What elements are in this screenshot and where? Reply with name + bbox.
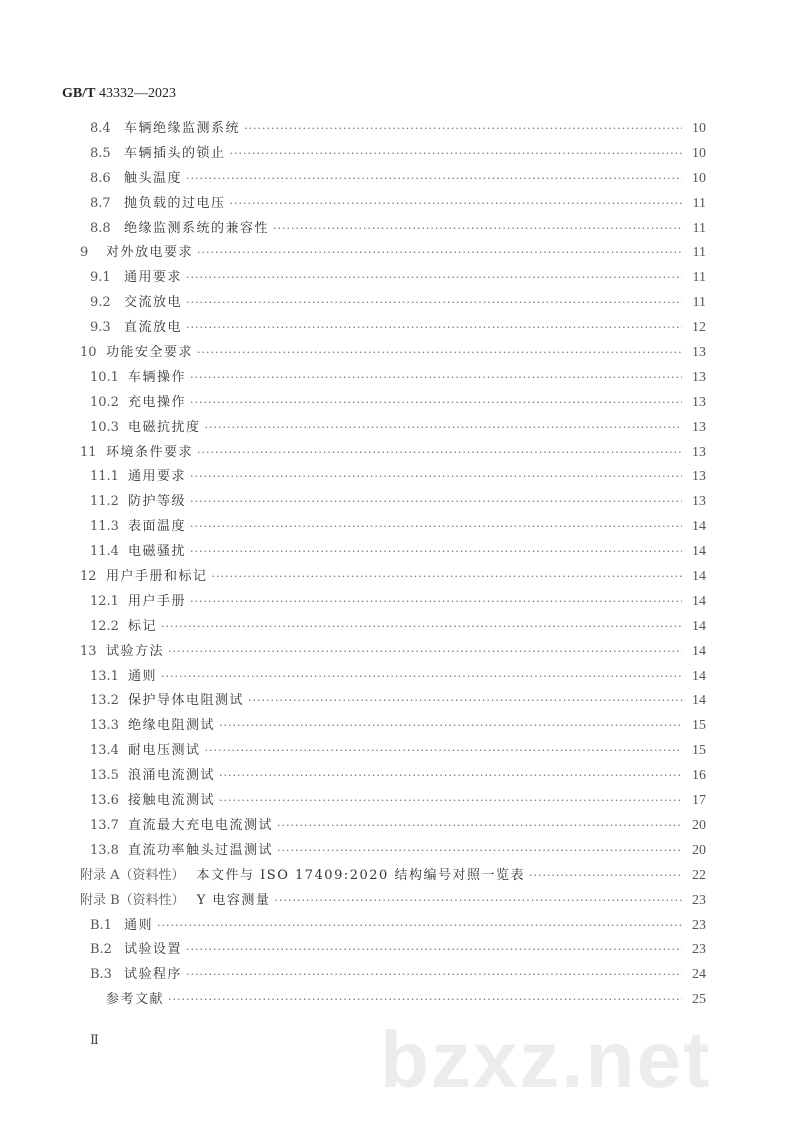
toc-leader-dots (186, 321, 682, 334)
toc-leader-dots (219, 769, 682, 782)
toc-leader-dots (186, 271, 682, 284)
toc-entry-title: 接触电流测试 (128, 793, 216, 809)
toc-leader-dots (197, 446, 682, 459)
toc-leader-dots (186, 943, 682, 956)
toc-entry-number: 8.5 (90, 145, 111, 161)
toc-leader-dots (197, 246, 682, 259)
toc-entry[interactable] (80, 739, 706, 764)
toc-entry-number: B.2 (90, 942, 112, 958)
toc-entry-number: 11.3 (90, 519, 119, 535)
toc-entry[interactable] (80, 938, 706, 963)
toc-leader-dots (190, 545, 682, 558)
toc-entry[interactable] (80, 988, 706, 1013)
toc-entry-page: 14 (692, 519, 706, 535)
toc-entry[interactable] (80, 416, 706, 441)
toc-entry-title: 参考文献 (106, 992, 165, 1008)
toc-entry[interactable] (80, 590, 706, 615)
toc-entry-title: 触头温度 (124, 170, 183, 186)
toc-entry-number: 12 (80, 569, 97, 585)
toc-entry-number: B.3 (90, 967, 112, 983)
toc-entry[interactable] (80, 565, 706, 590)
toc-entry-title: 充电操作 (128, 394, 187, 410)
toc-entry-page: 14 (692, 693, 706, 709)
toc-entry-page: 22 (692, 867, 706, 883)
toc-entry-number: 10 (80, 345, 97, 361)
toc-entry[interactable] (80, 839, 706, 864)
toc-entry-page: 17 (692, 793, 706, 809)
toc-leader-dots (190, 396, 682, 409)
toc-entry-number: 附录 A（资料性） (80, 867, 185, 883)
toc-entry-page: 23 (692, 892, 706, 908)
toc-entry[interactable] (80, 266, 706, 291)
toc-entry-number: 11 (80, 444, 97, 460)
toc-leader-dots (190, 371, 682, 384)
toc-leader-dots (161, 670, 682, 683)
toc-entry-page: 13 (692, 494, 706, 510)
toc-entry-page: 11 (692, 270, 706, 286)
toc-entry-number: 11.4 (90, 544, 119, 560)
toc-entry[interactable] (80, 864, 706, 889)
toc-entry[interactable] (80, 192, 706, 217)
toc-entry-number: 附录 B（资料性） (80, 892, 185, 908)
toc-entry-title: 试验程序 (124, 967, 183, 983)
toc-entry-page: 13 (692, 345, 706, 361)
toc-entry-title: 抛负载的过电压 (124, 195, 226, 211)
toc-entry-page: 13 (692, 469, 706, 485)
toc-entry-number: 8.6 (90, 170, 111, 186)
toc-entry-number: 9.1 (90, 270, 111, 286)
toc-entry-page: 16 (692, 768, 706, 784)
toc-entry-number: 13.3 (90, 718, 119, 734)
toc-entry-page: 12 (692, 320, 706, 336)
toc-entry-page: 25 (692, 992, 706, 1008)
toc-leader-dots (248, 694, 682, 707)
toc-entry-page: 11 (692, 220, 706, 236)
toc-entry-title: 环境条件要求 (106, 444, 194, 460)
toc-leader-dots (277, 819, 682, 832)
toc-entry-page: 14 (692, 593, 706, 609)
toc-entry-title: Y 电容测量 (196, 892, 271, 908)
toc-entry-page: 15 (692, 743, 706, 759)
toc-entry-number: B.1 (90, 917, 112, 933)
toc-entry[interactable] (80, 615, 706, 640)
toc-entry-title: 防护等级 (128, 494, 187, 510)
toc-entry-page: 10 (692, 170, 706, 186)
toc-entry-page: 13 (692, 394, 706, 410)
standard-number: 43332—2023 (98, 86, 176, 101)
toc-entry-number: 13.8 (90, 842, 119, 858)
toc-entry-page: 23 (692, 917, 706, 933)
toc-leader-dots (230, 197, 682, 210)
toc-entry[interactable] (80, 167, 706, 192)
toc-entry-number: 8.8 (90, 220, 111, 236)
toc-leader-dots (186, 172, 682, 185)
toc-entry-page: 13 (692, 369, 706, 385)
toc-leader-dots (277, 844, 682, 857)
toc-entry[interactable] (80, 490, 706, 515)
toc-entry-title: 电磁骚扰 (128, 544, 187, 560)
toc-entry-number: 11.1 (90, 469, 119, 485)
toc-leader-dots (157, 919, 682, 932)
toc-entry[interactable] (80, 714, 706, 739)
toc-leader-dots (186, 296, 682, 309)
toc-leader-dots (230, 147, 682, 160)
toc-entry-title: 通用要求 (128, 469, 187, 485)
table-of-contents (80, 117, 706, 1013)
toc-leader-dots (190, 495, 682, 508)
toc-leader-dots (168, 645, 682, 658)
toc-entry[interactable] (80, 441, 706, 466)
toc-entry-number: 13.5 (90, 768, 119, 784)
page-folio: Ⅱ (90, 1033, 99, 1048)
toc-entry-number: 13.2 (90, 693, 119, 709)
toc-entry-title: 直流放电 (124, 320, 183, 336)
toc-leader-dots (168, 993, 682, 1006)
toc-leader-dots (190, 470, 682, 483)
toc-entry-title: 通用要求 (124, 270, 183, 286)
toc-entry[interactable] (80, 789, 706, 814)
toc-leader-dots (219, 794, 682, 807)
toc-entry-number: 9.3 (90, 320, 111, 336)
toc-entry-title: 标记 (128, 618, 158, 634)
toc-entry-page: 13 (692, 444, 706, 460)
toc-entry-page: 14 (692, 668, 706, 684)
toc-entry[interactable] (80, 366, 706, 391)
standard-code: GB/T (62, 86, 96, 101)
toc-entry-page: 11 (692, 245, 706, 261)
toc-leader-dots (190, 595, 682, 608)
toc-entry[interactable] (80, 241, 706, 266)
toc-leader-dots (273, 222, 682, 235)
toc-entry[interactable] (80, 764, 706, 789)
toc-entry-number: 8.7 (90, 195, 111, 211)
toc-entry-title: 绝缘电阻测试 (128, 718, 216, 734)
toc-entry-number: 10.3 (90, 419, 119, 435)
toc-leader-dots (197, 346, 682, 359)
toc-entry-number: 13.7 (90, 817, 119, 833)
toc-entry-number: 13.1 (90, 668, 119, 684)
toc-entry-page: 15 (692, 718, 706, 734)
toc-leader-dots (529, 869, 682, 882)
toc-entry[interactable] (80, 540, 706, 565)
toc-leader-dots (161, 620, 682, 633)
toc-entry-page: 14 (692, 544, 706, 560)
toc-entry-title: 通则 (124, 917, 154, 933)
toc-entry[interactable] (80, 515, 706, 540)
toc-entry-title: 通则 (128, 668, 158, 684)
toc-entry-number: 11.2 (90, 494, 119, 510)
toc-entry[interactable] (80, 914, 706, 939)
toc-entry[interactable] (80, 814, 706, 839)
toc-entry-title: 对外放电要求 (106, 245, 194, 261)
toc-leader-dots (274, 894, 682, 907)
toc-entry-number: 10.1 (90, 369, 119, 385)
toc-entry-title: 直流功率触头过温测试 (128, 842, 274, 858)
toc-entry-page: 14 (692, 643, 706, 659)
toc-entry-number: 12.1 (90, 593, 119, 609)
toc-entry-title: 交流放电 (124, 295, 183, 311)
toc-entry[interactable] (80, 963, 706, 988)
toc-entry[interactable] (80, 640, 706, 665)
toc-entry-page: 11 (692, 295, 706, 311)
toc-entry-number: 13.6 (90, 793, 119, 809)
toc-entry-title: 本文件与 ISO 17409:2020 结构编号对照一览表 (196, 867, 525, 883)
document-header (62, 86, 176, 102)
toc-entry-number: 10.2 (90, 394, 119, 410)
toc-entry-page: 14 (692, 618, 706, 634)
toc-entry-number: 9 (80, 245, 89, 261)
toc-entry-title: 直流最大充电电流测试 (128, 817, 274, 833)
toc-entry[interactable] (80, 217, 706, 242)
toc-entry-title: 电磁抗扰度 (128, 419, 201, 435)
toc-entry-page: 10 (692, 121, 706, 136)
toc-entry[interactable] (80, 465, 706, 490)
toc-entry-page: 11 (692, 195, 706, 211)
toc-entry[interactable] (80, 142, 706, 167)
toc-entry-number: 8.4 (90, 121, 111, 136)
toc-entry-title: 车辆绝缘监测系统 (124, 121, 241, 136)
toc-leader-dots (205, 421, 682, 434)
toc-entry-title: 保护导体电阻测试 (128, 693, 245, 709)
toc-entry[interactable] (80, 316, 706, 341)
toc-entry[interactable] (80, 341, 706, 366)
toc-entry[interactable] (80, 889, 706, 914)
watermark: bzxz.net (380, 1015, 712, 1104)
toc-entry[interactable] (80, 689, 706, 714)
toc-entry[interactable] (80, 391, 706, 416)
toc-leader-dots (212, 570, 682, 583)
toc-entry-page: 20 (692, 842, 706, 858)
toc-entry[interactable] (80, 117, 706, 142)
toc-entry-page: 13 (692, 419, 706, 435)
toc-entry-page: 10 (692, 145, 706, 161)
toc-entry-title: 绝缘监测系统的兼容性 (124, 220, 270, 236)
toc-entry-page: 24 (692, 967, 706, 983)
toc-entry-page: 20 (692, 817, 706, 833)
toc-leader-dots (186, 968, 682, 981)
toc-entry-title: 表面温度 (128, 519, 187, 535)
toc-entry-page: 14 (692, 569, 706, 585)
toc-entry-title: 用户手册和标记 (106, 569, 208, 585)
toc-leader-dots (244, 122, 682, 135)
toc-leader-dots (205, 744, 682, 757)
toc-entry-title: 试验方法 (106, 643, 165, 659)
toc-entry-title: 用户手册 (128, 593, 187, 609)
toc-entry[interactable] (80, 665, 706, 690)
toc-entry-number: 9.2 (90, 295, 111, 311)
toc-entry-title: 耐电压测试 (128, 743, 201, 759)
toc-entry-number: 13 (80, 643, 97, 659)
toc-entry-page: 23 (692, 942, 706, 958)
toc-entry[interactable] (80, 291, 706, 316)
toc-entry-title: 试验设置 (124, 942, 183, 958)
toc-leader-dots (219, 719, 682, 732)
toc-leader-dots (190, 520, 682, 533)
toc-entry-title: 浪涌电流测试 (128, 768, 216, 784)
toc-entry-title: 车辆操作 (128, 369, 187, 385)
toc-entry-number: 12.2 (90, 618, 119, 634)
toc-entry-number: 13.4 (90, 743, 119, 759)
toc-entry-title: 功能安全要求 (106, 345, 194, 361)
toc-entry-title: 车辆插头的锁止 (124, 145, 226, 161)
